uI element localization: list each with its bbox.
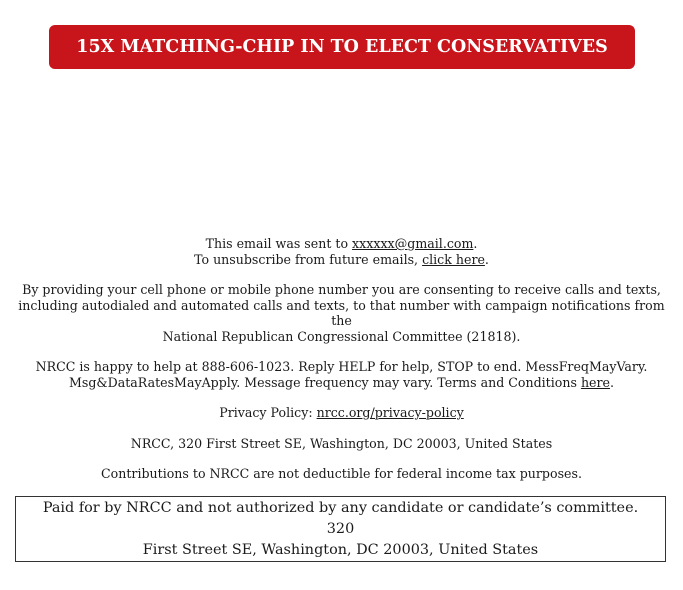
spacer [12, 421, 671, 436]
help-line-2-suffix: . [609, 374, 614, 390]
help-line-2-prefix: Msg&DataRatesMayApply. Message frequency may vary. Terms and Conditions [69, 374, 581, 390]
paid-for-disclaimer-box [15, 496, 666, 562]
sent-to-prefix: This email was sent to [205, 236, 353, 251]
help-line-1: NRCC is happy to help at 888-606-1023. Reply HELP for help, STOP to end. MessFreqMayVary. [35, 359, 648, 374]
unsubscribe-prefix: To unsubscribe from future emails, [194, 251, 423, 267]
consent-line-3: National Republican Congressional Committee (21818). [162, 328, 521, 344]
terms-link[interactable]: here [580, 374, 610, 390]
spacer [12, 267, 671, 282]
recipient-email-link[interactable]: xxxxxx@gmail.com [352, 236, 474, 251]
sent-to-line [12, 236, 671, 252]
paid-for-text [36, 498, 645, 561]
email-footer [12, 236, 671, 482]
privacy-policy-link[interactable]: nrcc.org/privacy-policy [316, 405, 464, 420]
paid-for-line-1: Paid for by NRCC and not authorized by any candidate or candidate’s committee. 320 [42, 499, 639, 537]
consent-line-1: By providing your cell phone or mobile phone number you are consenting to receive calls and texts, [22, 282, 661, 297]
privacy-line [12, 405, 671, 421]
privacy-prefix: Privacy Policy: [219, 405, 317, 420]
mailing-address: NRCC, 320 First Street SE, Washington, DC 20003, United States [130, 435, 553, 451]
sent-to-suffix: . [473, 236, 478, 251]
chip-in-button[interactable]: 15X MATCHING-CHIP IN TO ELECT CONSERVATIVES [49, 25, 635, 69]
paid-for-line-2: First Street SE, Washington, DC 20003, United States [142, 541, 539, 558]
spacer [12, 390, 671, 405]
unsubscribe-line [12, 252, 671, 268]
help-line-2 [12, 375, 671, 391]
consent-line-2: including autodialed and automated calls and texts, to that number with campaign notifications from the [18, 297, 665, 328]
cta-banner [49, 25, 635, 69]
unsubscribe-suffix: . [484, 251, 489, 267]
unsubscribe-link[interactable]: click here [422, 251, 485, 267]
tax-disclaimer: Contributions to NRCC are not deductible for federal income tax purposes. [101, 466, 582, 481]
spacer [12, 344, 671, 359]
spacer [12, 451, 671, 466]
